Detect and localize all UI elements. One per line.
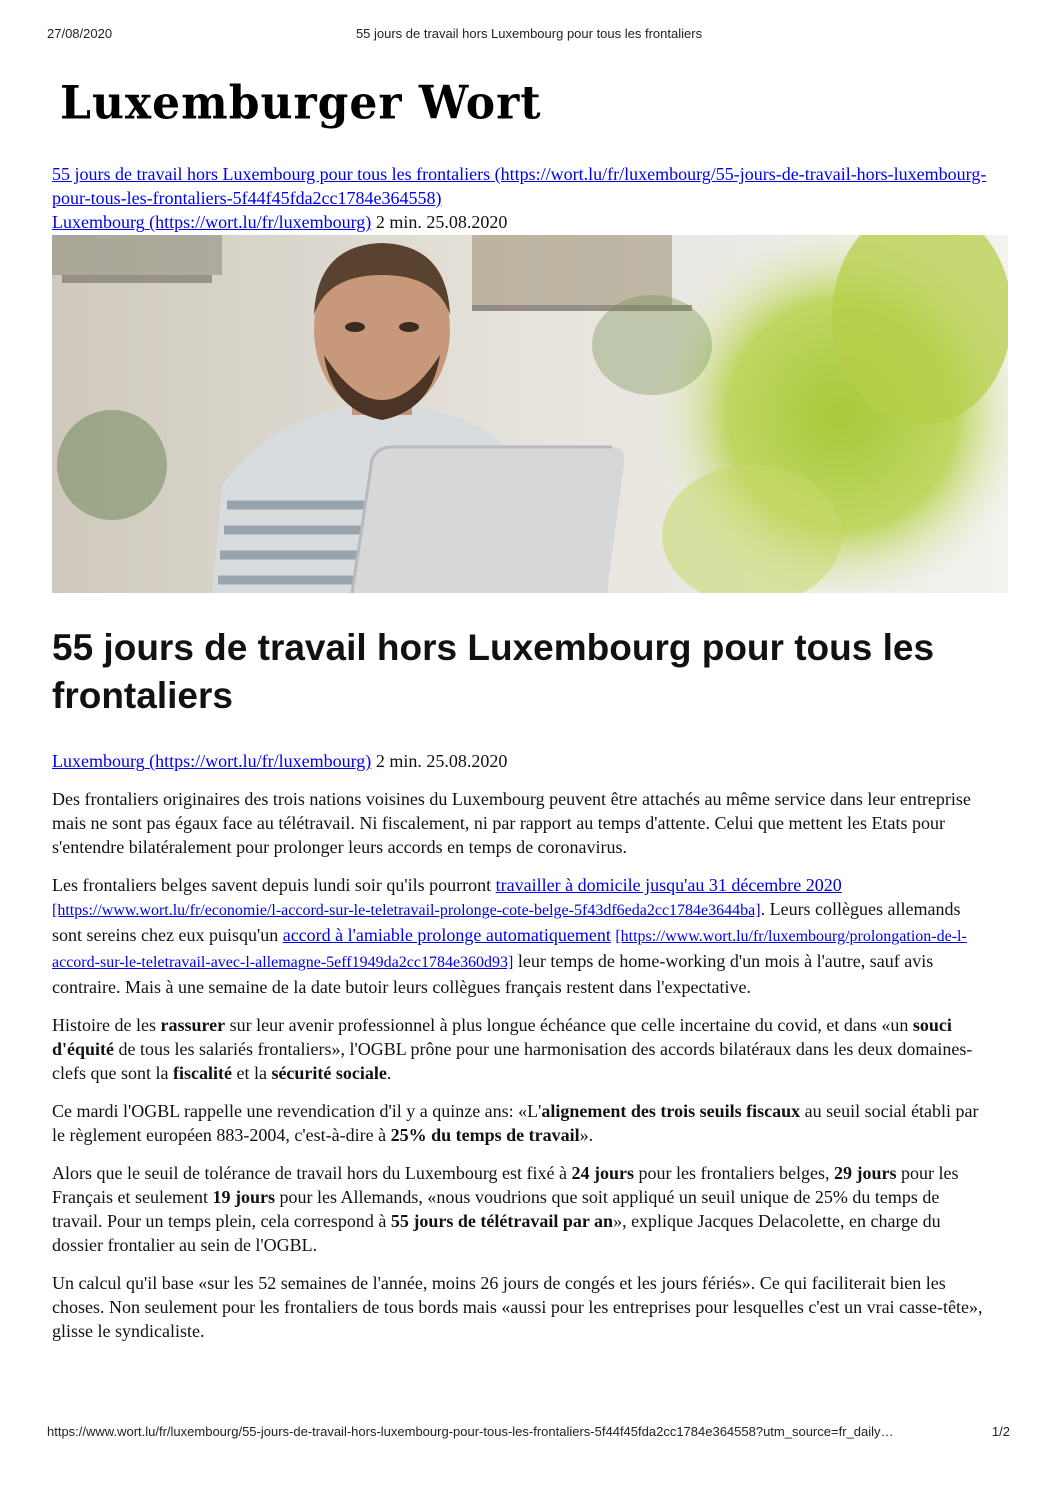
byline-section-text: Luxembourg <box>52 751 145 771</box>
top-meta <box>52 162 992 234</box>
p4-bold-2: 25% du temps de travail <box>390 1125 580 1145</box>
article-body <box>52 749 992 1357</box>
p4-text-2: au seuil social établi par le règlement européen 883-2004, c'est-à-dire à <box>52 1101 979 1145</box>
publish-date: 25.08.2020 <box>426 212 508 232</box>
p5-text-4: pour les Allemands, «nous voudrions que soit appliqué un seuil unique de 25% du temps de travail. Pour un temps plein, cela correspond à <box>52 1187 940 1231</box>
paragraph-5 <box>52 1161 992 1257</box>
print-footer <box>0 1424 1058 1440</box>
p5-text-2: pour les frontaliers belges, <box>634 1163 834 1183</box>
p2-text-3: leur temps de home-working d'un mois à l'autre, sauf avis contraire. Mais à une semaine de la date butoir leurs collègues français restent dans l'expectative. <box>52 951 934 997</box>
p3-bold-1: rassurer <box>160 1015 226 1035</box>
byline-section-url: (https://wort.lu/fr/luxembourg) <box>149 751 372 771</box>
p3-text-5: . <box>386 1063 392 1083</box>
print-footer-url: https://www.wort.lu/fr/luxembourg/55-jours-de-travail-hors-luxembourg-pour-tous-les-frontaliers-5f44f45fda2cc1784e364558?utm_source=fr_daily… <box>47 1424 894 1439</box>
section-link[interactable] <box>52 212 371 232</box>
byline-read-time: 2 min. <box>375 751 422 771</box>
p5-bold-2: 29 jours <box>833 1163 897 1183</box>
p3-text-3: de tous les salariés frontaliers», l'OGBL prône pour une harmonisation des accords bilatéraux dans les deux domaines-clefs que sont la <box>52 1039 973 1083</box>
p5-text-5: », explique Jacques Delacolette, en charge du dossier frontalier au sein de l'OGBL. <box>52 1211 941 1255</box>
paragraph-1: Des frontaliers originaires des trois nations voisines du Luxembourg peuvent être attachés au même service dans leur entreprise mais ne sont pas égaux face au télétravail. Ni fiscalement, ni par rapport au temps d'attente. Celui que mettent les Etats pour s'entendre bilatéralement pour prolonger leurs accords en temps de coronavirus. <box>52 789 971 857</box>
p2-text-2: . Leurs collègues allemands sont sereins chez eux puisqu'un <box>52 899 961 945</box>
print-date: 27/08/2020 <box>47 26 113 41</box>
page-number: 1/2 <box>991 1424 1010 1439</box>
p5-bold-3: 19 jours <box>212 1187 275 1207</box>
hero-image <box>52 235 1008 593</box>
p3-text-1: Histoire de les <box>52 1015 161 1035</box>
p5-text-3: pour les Français et seulement <box>52 1163 959 1207</box>
p4-text-3: ». <box>579 1125 594 1145</box>
p3-text-2: sur leur avenir professionnel à plus longue échéance que celle incertaine du covid, et dans «un <box>225 1015 913 1035</box>
section-link-url: (https://wort.lu/fr/luxembourg) <box>149 212 372 232</box>
p5-bold-4: 55 jours de télétravail par an <box>390 1211 614 1231</box>
p4-text-1: Ce mardi l'OGBL rappelle une revendication d'il y a quinze ans: «L' <box>52 1101 542 1121</box>
p3-text-4: et la <box>231 1063 272 1083</box>
byline-section-link[interactable] <box>52 751 371 771</box>
article-link-text: 55 jours de travail hors Luxembourg pour tous les frontaliers <box>52 164 491 184</box>
article-link[interactable] <box>52 164 986 208</box>
p2-text-1: Les frontaliers belges savent depuis lundi soir qu'ils pourront <box>52 875 496 895</box>
p3-bold-2: souci d'équité <box>52 1015 952 1059</box>
p4-bold-1: alignement des trois seuils fiscaux <box>541 1101 801 1121</box>
article-link-url: (https://wort.lu/fr/luxembourg/55-jours-de-travail-hors-luxembourg-pour-tous-les-frontaliers-5f44f45fda2cc1784e364558) <box>52 164 987 208</box>
paragraph-4 <box>52 1099 992 1147</box>
page-title: 55 jours de travail hors Luxembourg pour tous les frontaliers <box>52 627 935 716</box>
masthead-logo[interactable]: Luxemburger Wort <box>60 76 542 131</box>
link-accord-allemagne[interactable]: accord à l'amiable prolonge automatiquement <box>282 925 611 945</box>
url-accord-allemagne[interactable]: [https://www.wort.lu/fr/luxembourg/prolongation-de-l-accord-sur-le-teletravail-avec-l-allemagne-5eff1949da2cc1784e360d93] <box>52 928 967 971</box>
p3-bold-4: sécurité sociale <box>271 1063 387 1083</box>
link-teletravail-belge[interactable]: travailler à domicile jusqu'au 31 décembre 2020 <box>495 875 842 895</box>
print-title: 55 jours de travail hors Luxembourg pour tous les frontaliers <box>355 26 703 41</box>
url-teletravail-belge[interactable]: [https://www.wort.lu/fr/economie/l-accord-sur-le-teletravail-prolonge-cote-belge-5f43df6eda2cc1784e3644ba] <box>52 902 761 919</box>
paragraph-6: Un calcul qu'il base «sur les 52 semaines de l'année, moins 26 jours de congés et les jours fériés». Ce qui faciliterait bien les choses. Non seulement pour les frontaliers de tous bords mais «aussi pour les entreprises pour lesquelles c'est un vrai casse-tête», glisse le syndicaliste. <box>52 1273 983 1341</box>
top-section-line <box>52 210 992 234</box>
read-time: 2 min. <box>375 212 422 232</box>
hero-photo-illustration <box>52 235 1008 593</box>
paragraph-3 <box>52 1013 992 1085</box>
p5-bold-1: 24 jours <box>571 1163 635 1183</box>
byline-date: 25.08.2020 <box>426 751 508 771</box>
p3-bold-3: fiscalité <box>172 1063 232 1083</box>
paragraph-2 <box>52 873 992 999</box>
p5-text-1: Alors que le seuil de tolérance de travail hors du Luxembourg est fixé à <box>52 1163 572 1183</box>
section-link-text: Luxembourg <box>52 212 145 232</box>
print-header <box>0 26 1058 42</box>
byline <box>52 749 992 773</box>
